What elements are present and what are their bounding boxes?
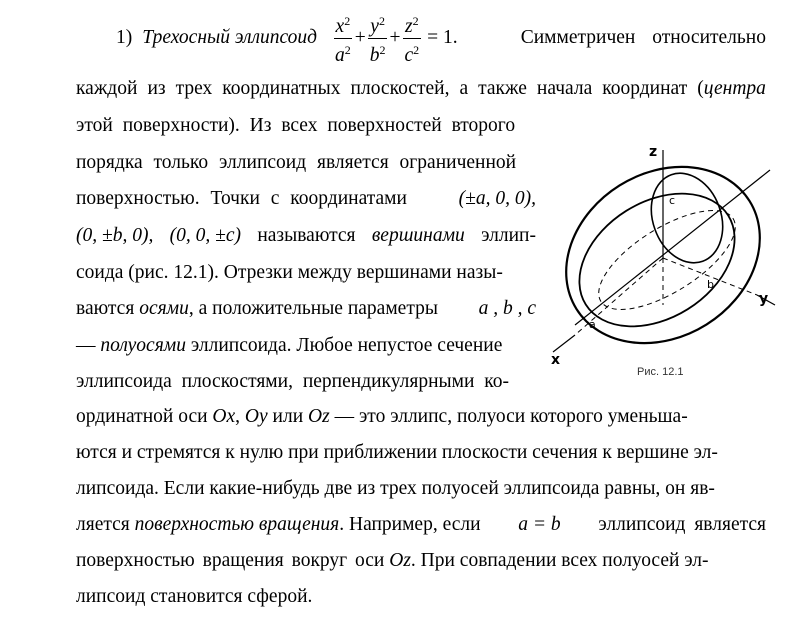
inner-ellipse — [639, 163, 734, 273]
line-9: — полуосями эллипсоида. Любое непустое сечение — [76, 335, 503, 356]
axis-x-label: x — [551, 352, 561, 368]
equation-term-z: $\frac{z^2}{c^2}$ — [403, 10, 422, 67]
equation-term-x: $\frac{x^2}{a^2}$ — [333, 10, 353, 67]
equation-term-y: $\frac{y^2}{b^2}$ — [368, 10, 388, 67]
line-14: ляется поверхностью вращения. Например, если a = b эллипсоид является — [76, 514, 766, 535]
point-a-label: a — [589, 318, 596, 331]
line-3: этой поверхности). Из всех поверхностей второго — [76, 115, 516, 136]
line-7: соида (рис. 12.1). Отрезки между вершинами назы- — [76, 262, 503, 283]
line-15: поверхностью вращения вокруг оси Oz. При совпадении всех полуосей эл- — [76, 550, 709, 571]
axis-z-label: z — [649, 144, 658, 160]
line-1-rest: Симметричен относительно — [520, 27, 766, 48]
axis-y-label: y — [759, 291, 769, 307]
line-12: ются и стремятся к нулю при приближении плоскости сечения к вершине эл- — [76, 442, 718, 463]
line-6: (0, ±b, 0), (0, 0, ±c) называются вершинами эллип- — [76, 225, 536, 246]
line-2: каждой из трех координатных плоскостей, а также начала координат (центра — [76, 78, 766, 99]
term-title: Трехосный эллипсоид — [142, 27, 317, 48]
line-13: липсоида. Если какие-нибудь две из трех полуосей эллипсоида равны, он яв- — [76, 478, 715, 499]
figure-caption: Рис. 12.1 — [637, 366, 684, 378]
line-11: ординатной оси Ox, Oy или Oz — это эллипс, полуоси которого уменьша- — [76, 406, 688, 427]
line-10: эллипсоида плоскостями, перпендикулярными ко- — [76, 371, 510, 392]
ellipsoid-diagram — [545, 130, 785, 380]
line-5: поверхностью. Точки с координатами (±a, 0, 0), — [76, 188, 536, 209]
line-4: порядка только эллипсоид является ограниченной — [76, 152, 517, 173]
point-c-label: c — [669, 194, 676, 207]
item-number: 1) — [116, 27, 133, 48]
line-8: ваются осями, а положительные параметры a , b , c — [76, 298, 536, 319]
equation-line: 1) Трехосный эллипсоид $\frac{x^2}{a^2}$ + $\frac{y^2}{b^2}$ + $\frac{z^2}{c^2}$ = 1. Симметричен относительно — [76, 10, 766, 66]
ellipsoid-figure — [545, 130, 785, 380]
outer-ellipse — [545, 131, 785, 378]
line-16: липсоид становится сферой. — [76, 586, 313, 607]
equation-rhs: = 1. — [427, 27, 458, 48]
point-b-label: b — [707, 278, 714, 291]
